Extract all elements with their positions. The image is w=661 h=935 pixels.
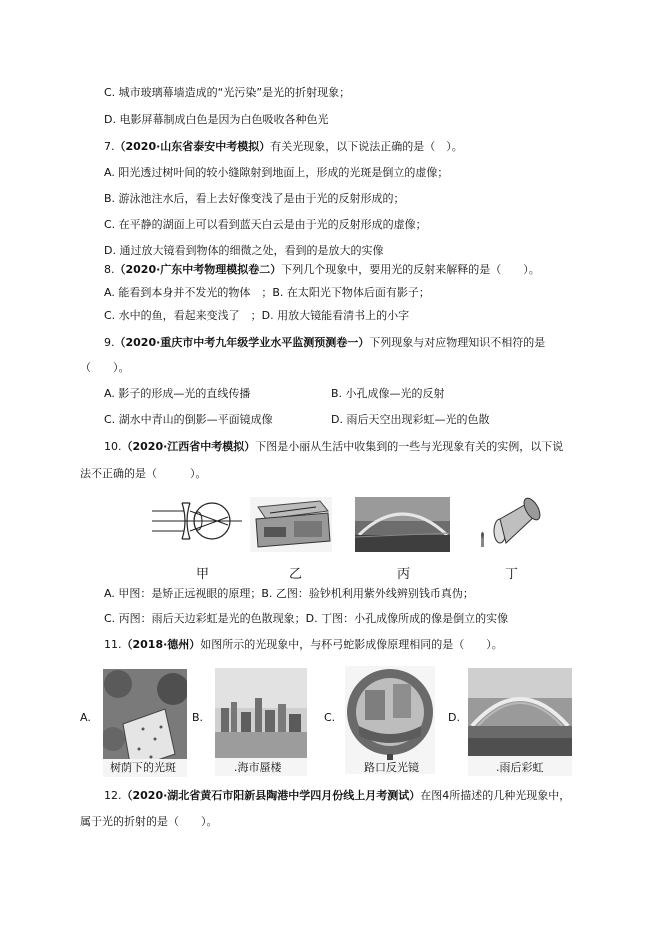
question-source: （2020·重庆市中考九年级学业水平监测预测卷一） [114,336,370,349]
q11-caption-a: 树荫下的光斑 [110,761,176,774]
figure-label-bing: 丙 [397,567,411,582]
question-text: 下列现象与对应物理知识不相符的是 [369,336,546,349]
question-source: （2018·德州） [121,638,201,651]
q7-option-b: B. 游泳池注水后，看上去好像变浅了是由于光的反射形成的； [104,192,405,205]
question-10-stem-cont: 法不正确的是（ ）。 [80,467,207,480]
q9-option-b: B. 小孔成像—光的反射 [331,387,445,400]
eye-lens-diagram [150,497,245,545]
question-12-stem-cont: 属于光的折射的是（ ）。 [80,815,218,828]
figure-label-ding: 丁 [505,567,519,582]
q11-option-b-letter: B. [192,711,204,724]
figure-label-jia: 甲 [196,567,210,582]
q9-option-c: C. 湖水中青山的倒影—平面镜成像 [104,413,273,426]
question-text: 有关光现象，以下说法正确的是（ ）。 [270,140,463,153]
rainbow-photo [355,497,450,552]
pinhole-camera-diagram [478,497,544,552]
question-source: （2020·山东省泰安中考模拟） [114,140,271,153]
q11-caption-c: 路口反光镜 [364,761,419,774]
q11-option-d-letter: D. [448,711,460,724]
question-source: （2020·广东中考物理模拟卷二） [114,263,282,276]
q7-option-a: A. 阳光透过树叶间的较小缝隙射到地面上，形成的光斑是倒立的虚像； [104,166,449,179]
q6-option-c: C. 城市玻璃幕墙造成的“光污染”是光的折射现象； [104,86,351,99]
q6-option-d: D. 电影屏幕制成白色是因为白色吸收各种色光 [104,113,329,126]
question-number: 9. [104,336,115,349]
question-text: 如图所示的光现象中，与杯弓蛇影成像原理相同的是（ ）。 [200,638,503,651]
question-number: 10. [104,440,122,453]
question-text: 下图是小丽从生活中收集到的一些与光现象有关的实例，以下说 [255,440,564,453]
question-12-stem [104,789,570,803]
question-number: 12. [104,789,122,802]
question-text: 在图4所描述的几种光现象中， [420,789,571,802]
q10-options-cd: C. 丙图：雨后天边彩虹是光的色散现象；D. 丁图：小孔成像所成的像是倒立的实像 [104,612,509,625]
question-7-stem [104,140,463,154]
question-source: （2020·湖北省黄石市阳新县陶港中学四月份线上月考测试） [121,789,421,802]
q11-option-c-letter: C. [324,711,336,724]
question-number: 11. [104,638,122,651]
q11-caption-d: .雨后彩虹 [496,761,544,774]
question-10-stem [104,440,563,454]
question-source: （2020·江西省中考模拟） [121,440,256,453]
question-11-stem [104,638,503,652]
q9-option-d: D. 雨后天空出现彩虹—光的色散 [331,413,490,426]
question-9-stem [104,336,545,350]
q7-option-d: D. 通过放大镜看到物体的细微之处，看到的是放大的实像 [104,244,384,257]
q9-option-a: A. 影子的形成—光的直线传播 [104,387,251,400]
question-number: 7. [104,140,115,153]
figure-label-yi: 乙 [289,567,303,582]
q8-options-cd: C. 水中的鱼，看起来变浅了 ；D. 用放大镜能看清书上的小字 [104,309,410,322]
q11-caption-b: .海市蜃楼 [234,761,282,774]
q8-options-ab: A. 能看到本身并不发光的物体 ；B. 在太阳光下物体后面有影子； [104,286,430,299]
money-detector-photo [250,497,332,552]
q9-paren: （ ）。 [80,361,130,374]
q11-option-a-letter: A. [80,711,91,724]
q7-option-c: C. 在平静的湖面上可以看到蓝天白云是由于光的反射形成的虚像； [104,218,427,231]
question-text: 下列几个现象中，要用光的反射来解释的是（ ）。 [281,263,540,276]
rainbow-after-rain-photo [468,668,572,776]
question-8-stem [104,263,540,277]
convex-mirror-photo [345,666,435,774]
question-number: 8. [104,263,115,276]
q10-options-ab: A. 甲图：是矫正远视眼的原理；B. 乙图：验钞机利用紫外线辨别钱币真伪； [104,587,474,600]
mirage-photo [215,668,307,776]
